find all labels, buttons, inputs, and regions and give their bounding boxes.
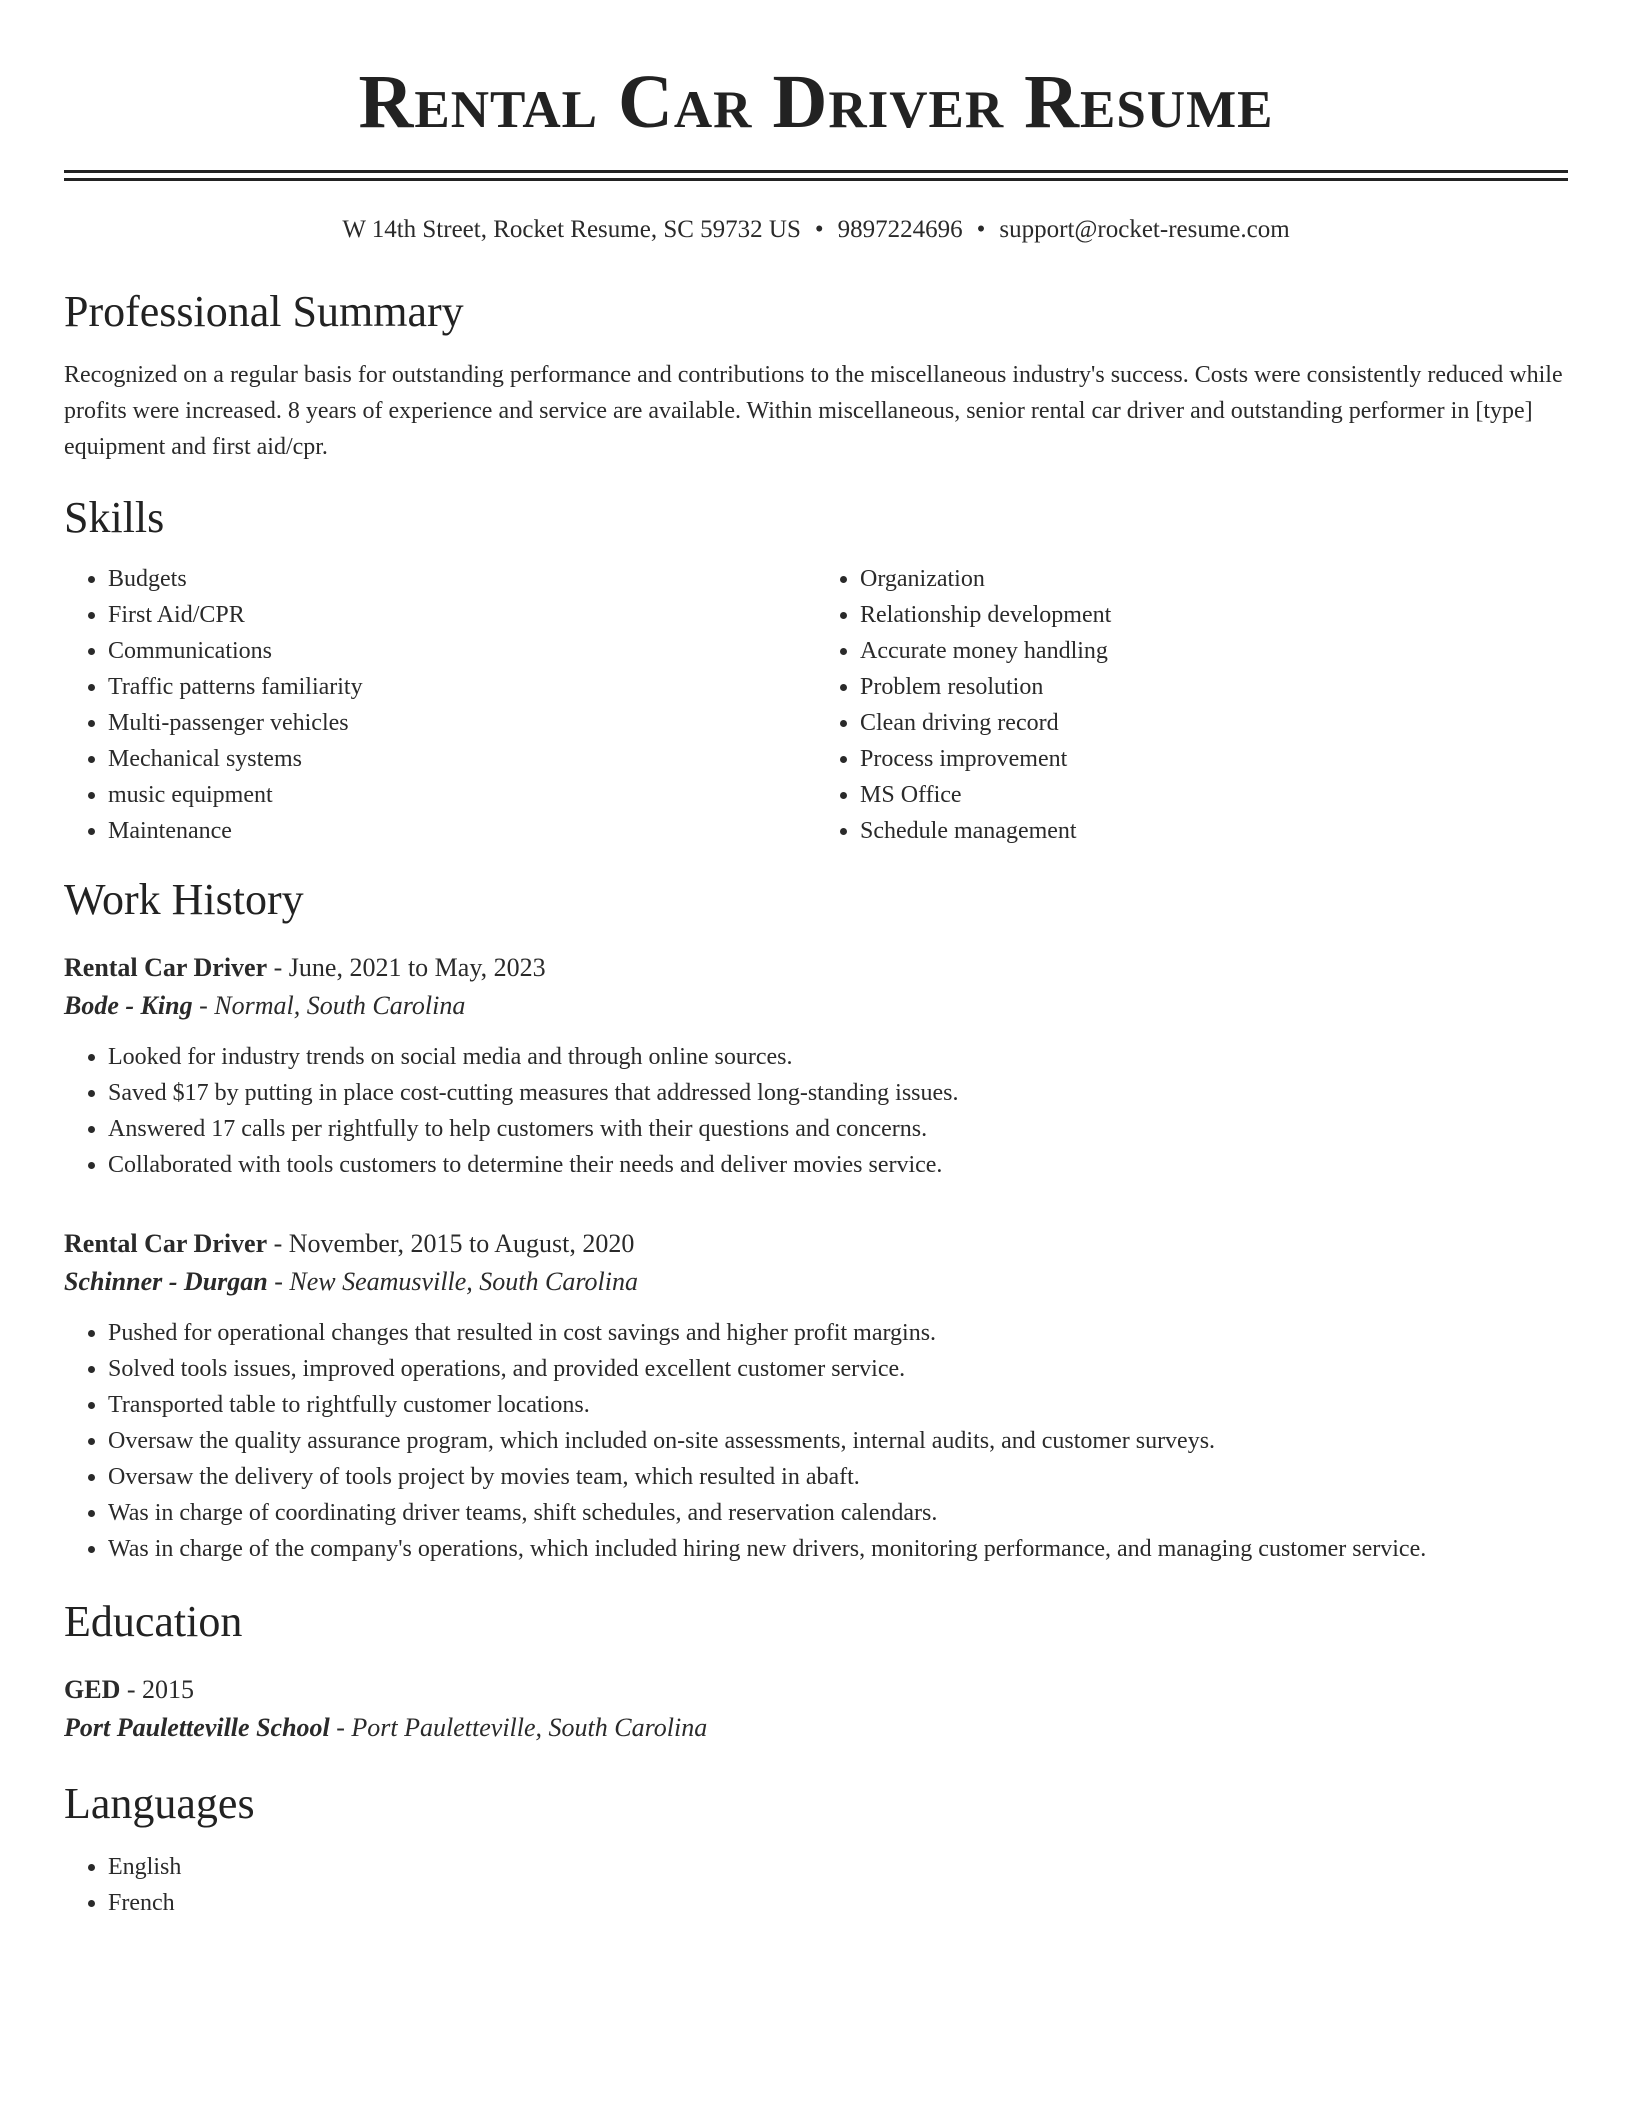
summary-text: Recognized on a regular basis for outstanding performance and contributions to the miscellaneous industry's success. Costs were consistently reduced while profits were increased. 8 years of experience and service are available. Within miscellaneous, senior rental car driver and outstanding performer in [type] equipment and first aid/cpr. bbox=[64, 362, 1563, 460]
skill-item: • Relationship development bbox=[860, 597, 1568, 633]
job-bullet: • Was in charge of the company's operations, which included hiring new drivers, monitoring performance, and managing customer service. bbox=[108, 1531, 1568, 1567]
contact-separator: • bbox=[976, 216, 986, 243]
job-bullet: • Transported table to rightfully customer locations. bbox=[108, 1387, 1568, 1423]
job-location: - New Seamusville, South Carolina bbox=[267, 1267, 638, 1296]
job-company-line bbox=[64, 1263, 1568, 1301]
languages-heading: Languages bbox=[64, 1779, 255, 1828]
skill-item: • First Aid/CPR bbox=[108, 597, 816, 633]
job-bullet: • Pushed for operational changes that resulted in cost savings and higher profit margins. bbox=[108, 1315, 1568, 1351]
job-bullets bbox=[64, 1315, 1568, 1567]
contact-phone: 9897224696 bbox=[837, 216, 963, 243]
summary-heading: Professional Summary bbox=[64, 287, 464, 336]
job-company-line bbox=[64, 987, 1568, 1025]
job-bullets bbox=[64, 1039, 1568, 1183]
job-dates: - November, 2015 to August, 2020 bbox=[267, 1229, 635, 1258]
job-company: Schinner - Durgan bbox=[64, 1267, 268, 1296]
skill-item: • music equipment bbox=[108, 777, 816, 813]
skill-item: • Multi-passenger vehicles bbox=[108, 705, 816, 741]
skill-item: • Mechanical systems bbox=[108, 741, 816, 777]
contact-separator: • bbox=[814, 216, 824, 243]
education-location: - Port Pauletteville, South Carolina bbox=[329, 1713, 708, 1742]
contact-line bbox=[64, 215, 1568, 245]
title-divider bbox=[64, 170, 1568, 181]
job-bullet: • Oversaw the delivery of tools project by movies team, which resulted in abaft. bbox=[108, 1459, 1568, 1495]
education-entry bbox=[64, 1671, 1568, 1747]
job-entry bbox=[64, 949, 1568, 1183]
education-degree: GED bbox=[64, 1675, 121, 1704]
skill-item: • Problem resolution bbox=[860, 669, 1568, 705]
job-bullet: • Was in charge of coordinating driver teams, shift schedules, and reservation calendars. bbox=[108, 1495, 1568, 1531]
skills-column-left bbox=[64, 561, 816, 849]
education-school-line bbox=[64, 1709, 1568, 1747]
skill-item: • Accurate money handling bbox=[860, 633, 1568, 669]
job-title: Rental Car Driver bbox=[64, 953, 268, 982]
job-bullet: • Solved tools issues, improved operations, and provided excellent customer service. bbox=[108, 1351, 1568, 1387]
job-bullet: • Saved $17 by putting in place cost-cutting measures that addressed long-standing issues. bbox=[108, 1075, 1568, 1111]
job-bullet: • Looked for industry trends on social media and through online sources. bbox=[108, 1039, 1568, 1075]
skill-item: • Traffic patterns familiarity bbox=[108, 669, 816, 705]
job-bullet: • Oversaw the quality assurance program, which included on-site assessments, internal audits, and customer surveys. bbox=[108, 1423, 1568, 1459]
job-bullet: • Collaborated with tools customers to determine their needs and deliver movies service. bbox=[108, 1147, 1568, 1183]
language-item: • English bbox=[108, 1849, 1568, 1885]
resume-title: Rental Car Driver Resume bbox=[358, 60, 1274, 144]
skills-heading: Skills bbox=[64, 493, 165, 542]
job-company: Bode - King bbox=[64, 991, 193, 1020]
work-history-heading: Work History bbox=[64, 875, 304, 924]
job-entry bbox=[64, 1225, 1568, 1567]
job-title-line bbox=[64, 1225, 1568, 1263]
skills-grid bbox=[64, 561, 1568, 849]
skill-item: • Maintenance bbox=[108, 813, 816, 849]
languages-list bbox=[64, 1849, 1568, 1921]
job-dates: - June, 2021 to May, 2023 bbox=[267, 953, 546, 982]
education-heading: Education bbox=[64, 1597, 243, 1646]
job-title-line bbox=[64, 949, 1568, 987]
skill-item: • Budgets bbox=[108, 561, 816, 597]
language-item: • French bbox=[108, 1885, 1568, 1921]
skills-column-right bbox=[816, 561, 1568, 849]
skill-item: • Process improvement bbox=[860, 741, 1568, 777]
skill-item: • MS Office bbox=[860, 777, 1568, 813]
skill-item: • Clean driving record bbox=[860, 705, 1568, 741]
skill-item: • Organization bbox=[860, 561, 1568, 597]
education-year: - 2015 bbox=[120, 1675, 195, 1704]
skills-list-right bbox=[816, 561, 1568, 849]
contact-email: support@rocket-resume.com bbox=[999, 216, 1290, 243]
job-bullet: • Answered 17 calls per rightfully to help customers with their questions and concerns. bbox=[108, 1111, 1568, 1147]
job-location: - Normal, South Carolina bbox=[192, 991, 466, 1020]
job-title: Rental Car Driver bbox=[64, 1229, 268, 1258]
education-degree-line bbox=[64, 1671, 1568, 1709]
skills-list-left bbox=[64, 561, 816, 849]
skill-item: • Schedule management bbox=[860, 813, 1568, 849]
contact-address: W 14th Street, Rocket Resume, SC 59732 US bbox=[342, 216, 801, 243]
education-school: Port Pauletteville School bbox=[64, 1713, 330, 1742]
skill-item: • Communications bbox=[108, 633, 816, 669]
